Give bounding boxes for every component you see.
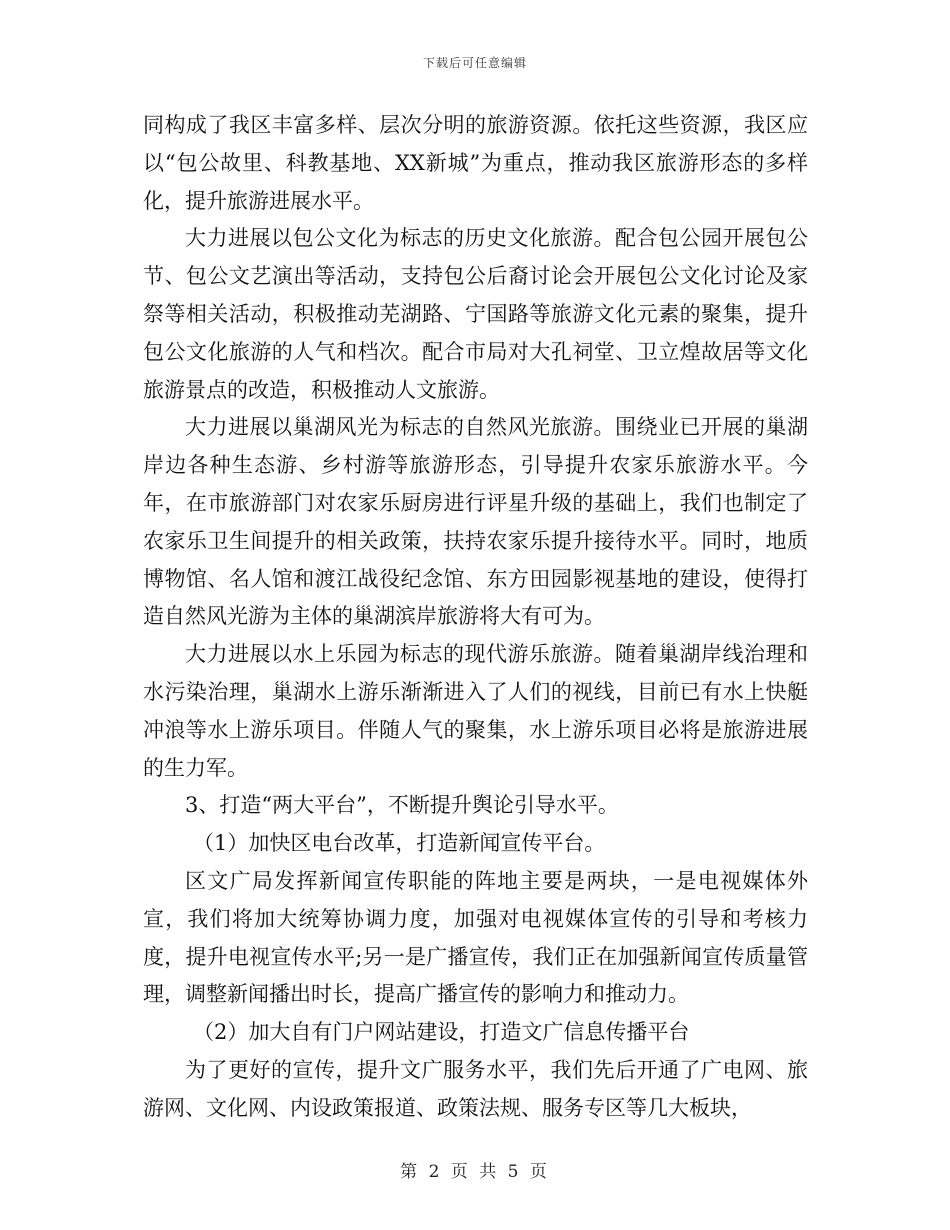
page-number-footer: 第 2 页 共 5 页 bbox=[400, 1162, 550, 1182]
paragraph-news-publicity: 区文广局发挥新闻宣传职能的阵地主要是两块，一是电视媒体外宣，我们将加大统筹协调力度，加强对电视媒体宣传的引导和考核力度，提升电视宣传水平;另一是广播宣传，我们正在加强新闻宣传质量管理，调整新闻播出时长，提高广播宣传的影响力和推动力。 bbox=[143, 868, 808, 1007]
paragraph-history-tourism: 大力进展以包公文化为标志的历史文化旅游。配合包公园开展包公节、包公文艺演出等活动，支持包公后裔讨论会开展包公文化讨论及家祭等相关活动，积极推动芜湖路、宁国路等旅游文化元素的聚集，提升包公文化旅游的人气和档次。配合市局对大孔祠堂、卫立煌故居等文化旅游景点的改造，积极推动人文旅游。 bbox=[143, 226, 808, 402]
section-heading-platforms: 3、打造“两大平台”，不断提升舆论引导水平。 bbox=[185, 793, 619, 818]
subheading-radio-reform: （1）加快区电台改革，打造新闻宣传平台。 bbox=[193, 831, 606, 856]
paragraph-modern-tourism: 大力进展以水上乐园为标志的现代游乐旅游。随着巢湖岸线治理和水污染治理，巢湖水上游乐渐渐进入了人们的视线，目前已有水上快艇冲浪等水上游乐项目。伴随人气的聚集，水上游乐项目必将是旅游进展的生力军。 bbox=[143, 642, 808, 780]
page-header: 下载后可任意编辑 bbox=[422, 56, 527, 70]
paragraph-continuation: 同构成了我区丰富多样、层次分明的旅游资源。依托这些资源，我区应以“包公故里、科教基地、XX新城”为重点，推动我区旅游形态的多样化，提升旅游进展水平。 bbox=[143, 113, 808, 213]
document-body bbox=[143, 107, 808, 1128]
paragraph-web-portal: 为了更好的宣传，提升文广服务水平，我们先后开通了广电网、旅游网、文化网、内设政策报道、政策法规、服务专区等几大板块， bbox=[143, 1057, 808, 1120]
subheading-web-portal: （2）加大自有门户网站建设，打造文广信息传播平台 bbox=[193, 1020, 690, 1045]
paragraph-nature-tourism: 大力进展以巢湖风光为标志的自然风光旅游。围绕业已开展的巢湖岸边各种生态游、乡村游等旅游形态，引导提升农家乐旅游水平。今年，在市旅游部门对农家乐厨房进行评星升级的基础上，我们也制定了农家乐卫生间提升的相关政策，扶持农家乐提升接待水平。同时，地质博物馆、名人馆和渡江战役纪念馆、东方田园影视基地的建设，使得打造自然风光游为主体的巢湖滨岸旅游将大有可为。 bbox=[143, 415, 808, 629]
